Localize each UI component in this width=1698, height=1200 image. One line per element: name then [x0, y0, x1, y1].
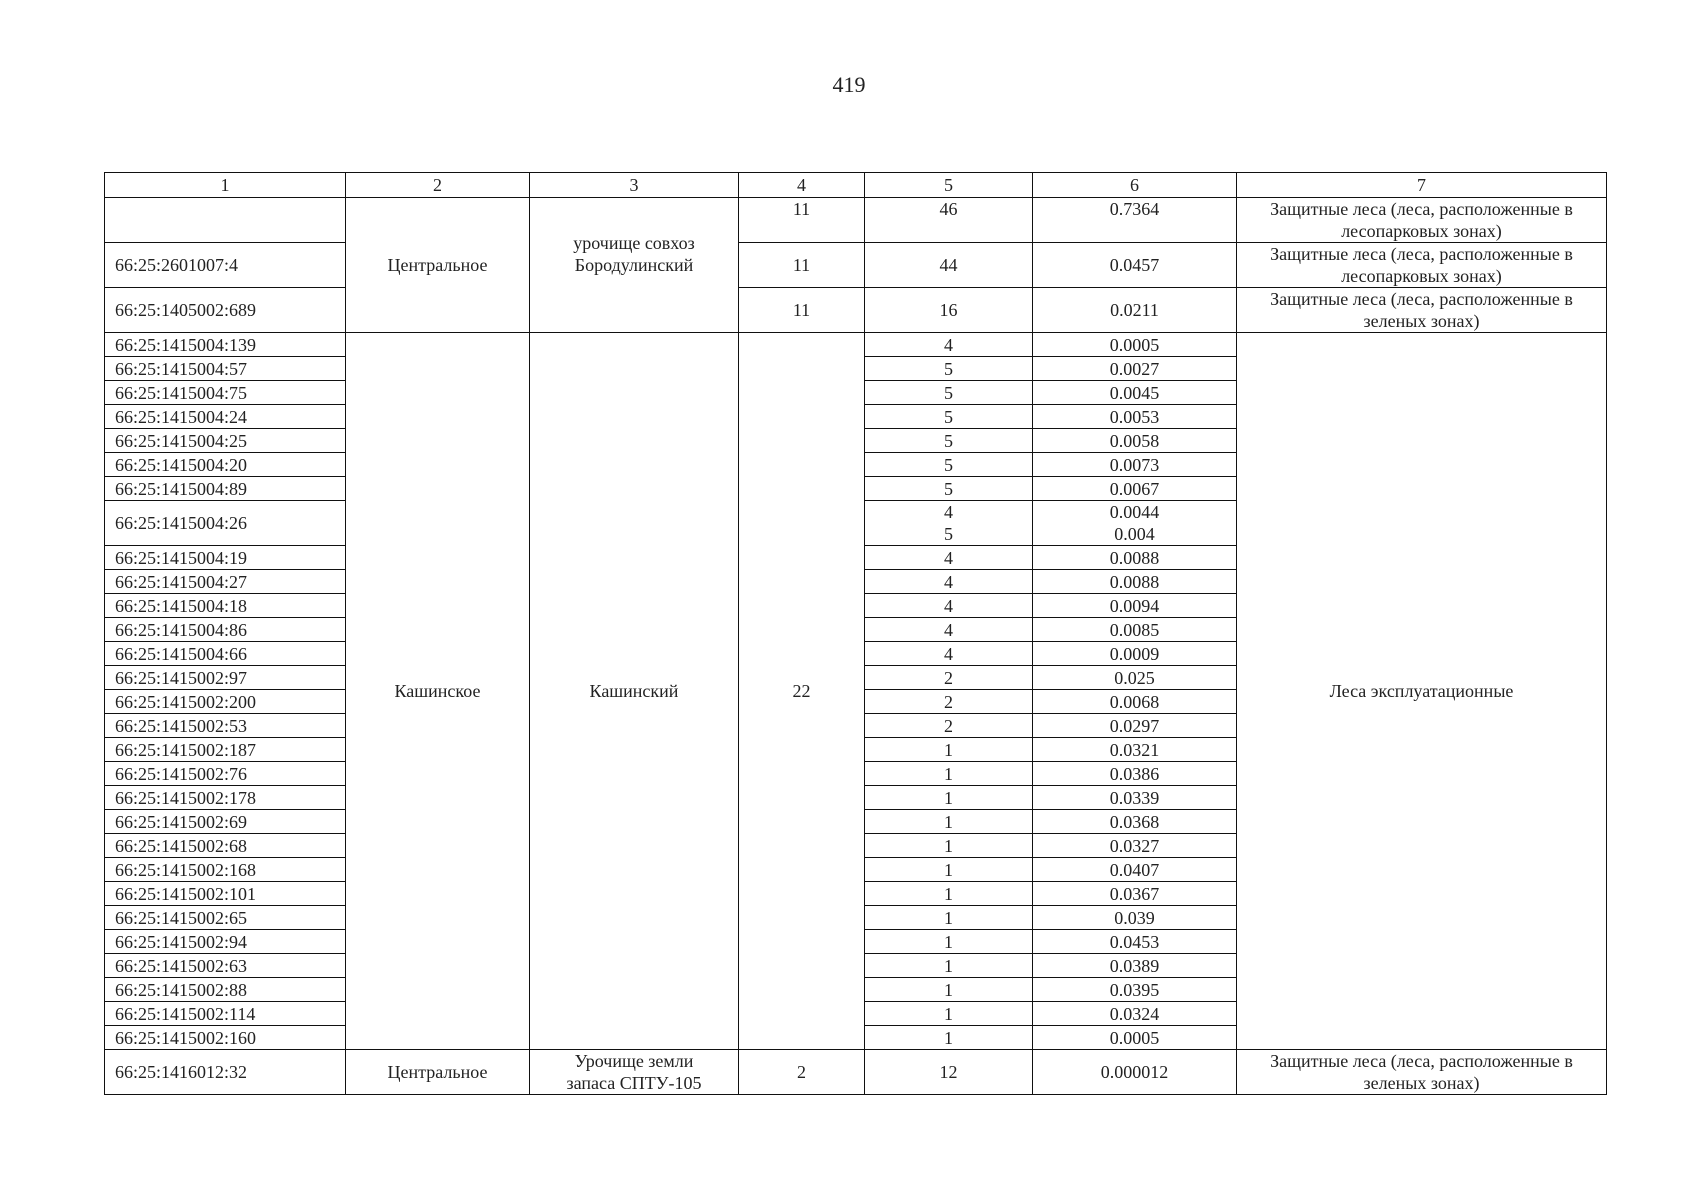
area-value	[1033, 786, 1237, 810]
section-number-text: 2	[944, 667, 953, 688]
area-value-text: 0.0058	[1109, 430, 1160, 451]
forestry-name-text: Кашинское	[394, 681, 481, 701]
parcel-number	[105, 738, 346, 762]
area-value	[1033, 570, 1237, 594]
parcel-number-text: 66:25:1415002:63	[115, 955, 248, 976]
area-value	[1033, 978, 1237, 1002]
table-row	[105, 333, 1607, 357]
section-number	[865, 906, 1033, 930]
tract-name-text: Кашинский	[589, 681, 679, 701]
area-value-text: 0.0368	[1109, 811, 1160, 832]
section-number	[865, 738, 1033, 762]
area-value-text: 0.0339	[1109, 787, 1160, 808]
area-value-text: 0.0005	[1109, 1027, 1160, 1048]
land-parcels-table	[104, 172, 1607, 1095]
parcel-number	[105, 546, 346, 570]
section-number	[865, 357, 1033, 381]
area-value	[1033, 858, 1237, 882]
parcel-number	[105, 1050, 346, 1095]
section-number-text: 1	[944, 763, 953, 784]
page-number: 419	[832, 72, 866, 97]
parcel-number-text: 66:25:1415004:27	[115, 571, 248, 592]
area-value-text: 0.039	[1114, 907, 1155, 928]
section-number-text: 4	[944, 547, 953, 568]
forestry-name: Центральное	[346, 198, 530, 333]
column-header: 3	[530, 173, 739, 198]
section-number	[865, 762, 1033, 786]
parcel-number-text: 66:25:1416012:32	[115, 1062, 248, 1082]
area-value-text: 0.0067	[1109, 478, 1160, 499]
area-value-text: 0.0389	[1109, 955, 1160, 976]
parcel-number	[105, 642, 346, 666]
parcel-number-text: 66:25:1415002:94	[115, 931, 248, 952]
parcel-number	[105, 381, 346, 405]
area-value-text: 0.0044 0.004	[1109, 502, 1160, 544]
area-value-text: 0.0068	[1109, 691, 1160, 712]
parcel-number	[105, 429, 346, 453]
area-value-text: 0.0297	[1109, 715, 1160, 736]
area-value	[1033, 477, 1237, 501]
section-number	[865, 594, 1033, 618]
parcel-number-text: 66:25:1415004:18	[115, 595, 248, 616]
parcel-number-text: 66:25:1415004:89	[115, 478, 248, 499]
section-number-text: 1	[944, 811, 953, 832]
section-number: 44	[865, 243, 1033, 288]
parcel-number	[105, 357, 346, 381]
area-value	[1033, 405, 1237, 429]
parcel-number-text: 66:25:1415004:26	[115, 513, 248, 533]
section-number	[865, 501, 1033, 546]
area-value	[1033, 1002, 1237, 1026]
header-row	[105, 173, 1607, 198]
area-value: 0.7364	[1033, 198, 1237, 243]
section-number-text: 1	[944, 955, 953, 976]
area-value-text: 0.0073	[1109, 454, 1160, 475]
section-number	[865, 1026, 1033, 1050]
area-value-text: 0.0088	[1109, 571, 1160, 592]
parcel-number	[105, 882, 346, 906]
parcel-number-text: 66:25:1415002:88	[115, 979, 248, 1000]
area-value	[1033, 906, 1237, 930]
tract-text: урочище совхоз Бородулинский	[573, 233, 695, 275]
column-header: 1	[105, 173, 346, 198]
forest-category	[1237, 333, 1607, 1050]
category-text: Защитные леса (леса, расположенные в лесопарковых зонах)	[1270, 244, 1573, 286]
parcel-number	[105, 570, 346, 594]
area-value-text: 0.0367	[1109, 883, 1160, 904]
quarter-number-text: 2	[797, 1062, 806, 1082]
section-number-text: 4 5	[944, 502, 953, 544]
quarter-number: 11	[739, 243, 865, 288]
section-number	[865, 405, 1033, 429]
area-value	[1033, 429, 1237, 453]
parcel-number-text: 66:25:1415002:101	[115, 883, 257, 904]
parcel-number: 66:25:2601007:4	[105, 243, 346, 288]
parcel-number-text: 66:25:1415002:114	[115, 1003, 256, 1024]
section-number	[865, 834, 1033, 858]
table-row	[105, 288, 1607, 333]
section-number-text: 1	[944, 979, 953, 1000]
section-number-text: 12	[939, 1062, 958, 1082]
section-number-text: 1	[944, 931, 953, 952]
forest-category-text: Защитные леса (леса, расположенные в зеленых зонах)	[1270, 1051, 1573, 1093]
parcel-number	[105, 405, 346, 429]
parcel-number	[105, 978, 346, 1002]
area-value-text: 0.0009	[1109, 643, 1160, 664]
section-number-text: 4	[944, 643, 953, 664]
section-number	[865, 666, 1033, 690]
section-number	[865, 714, 1033, 738]
column-header: 6	[1033, 173, 1237, 198]
parcel-number	[105, 690, 346, 714]
section-number: 46	[865, 198, 1033, 243]
parcel-number	[105, 1026, 346, 1050]
parcel-number-text: 66:25:1415004:66	[115, 643, 248, 664]
section-number-text: 1	[944, 739, 953, 760]
forest-category	[1237, 198, 1607, 243]
section-number	[865, 930, 1033, 954]
parcel-number	[105, 762, 346, 786]
area-value	[1033, 810, 1237, 834]
forestry-name	[346, 333, 530, 1050]
section-number-text: 5	[944, 454, 953, 475]
area-value-text: 0.0324	[1109, 1003, 1160, 1024]
section-number	[865, 333, 1033, 357]
section-number-text: 2	[944, 715, 953, 736]
parcel-number-text: 66:25:1415002:187	[115, 739, 257, 760]
section-number-text: 2	[944, 691, 953, 712]
table-row	[105, 198, 1607, 243]
section-number	[865, 1050, 1033, 1095]
column-header: 4	[739, 173, 865, 198]
area-value-text: 0.0395	[1109, 979, 1160, 1000]
quarter-number-text: 22	[792, 681, 811, 701]
parcel-number-text: 66:25:1415004:57	[115, 358, 248, 379]
section-number	[865, 810, 1033, 834]
parcel-number	[105, 333, 346, 357]
parcel-number	[105, 906, 346, 930]
section-number	[865, 453, 1033, 477]
parcel-number-text: 66:25:1415004:75	[115, 382, 248, 403]
parcel-number	[105, 618, 346, 642]
section-number-text: 1	[944, 1003, 953, 1024]
column-header: 7	[1237, 173, 1607, 198]
parcel-number-text: 66:25:1415002:65	[115, 907, 248, 928]
section-number	[865, 882, 1033, 906]
parcel-number-text: 66:25:1415002:97	[115, 667, 248, 688]
parcel-number	[105, 666, 346, 690]
parcel-number	[105, 786, 346, 810]
section-number-text: 1	[944, 907, 953, 928]
section-number-text: 4	[944, 571, 953, 592]
parcel-number	[105, 501, 346, 546]
area-value-text: 0.0386	[1109, 763, 1160, 784]
area-value	[1033, 690, 1237, 714]
area-value-text: 0.0053	[1109, 406, 1160, 427]
area-value	[1033, 954, 1237, 978]
area-value	[1033, 381, 1237, 405]
parcel-number	[105, 1002, 346, 1026]
area-value	[1033, 642, 1237, 666]
area-value	[1033, 594, 1237, 618]
section-number	[865, 429, 1033, 453]
parcel-number	[105, 453, 346, 477]
area-value: 0.0457	[1033, 243, 1237, 288]
section-number	[865, 546, 1033, 570]
parcel-number	[105, 930, 346, 954]
section-number	[865, 690, 1033, 714]
category-text: Защитные леса (леса, расположенные в лесопарковых зонах)	[1270, 199, 1573, 241]
area-value	[1033, 882, 1237, 906]
area-value-text: 0.000012	[1100, 1062, 1169, 1082]
area-value	[1033, 738, 1237, 762]
parcel-number: 66:25:1405002:689	[105, 288, 346, 333]
area-value	[1033, 501, 1237, 546]
column-header: 2	[346, 173, 530, 198]
parcel-number-text: 66:25:1415002:53	[115, 715, 248, 736]
parcel-number-text: 66:25:1415004:25	[115, 430, 248, 451]
area-value	[1033, 834, 1237, 858]
section-number-text: 5	[944, 382, 953, 403]
section-number-text: 1	[944, 835, 953, 856]
parcel-number	[105, 834, 346, 858]
parcel-number-text: 66:25:1415004:86	[115, 619, 248, 640]
forest-category	[1237, 288, 1607, 333]
section-number-text: 1	[944, 1027, 953, 1048]
area-value-text: 0.0088	[1109, 547, 1160, 568]
parcel-number-text: 66:25:1415002:200	[115, 691, 257, 712]
forestry-name-text: Центральное	[387, 1062, 488, 1082]
section-number	[865, 570, 1033, 594]
section-number-text: 4	[944, 619, 953, 640]
quarter-number: 11	[739, 288, 865, 333]
section-number-text: 1	[944, 787, 953, 808]
parcel-number	[105, 594, 346, 618]
section-number	[865, 786, 1033, 810]
area-value	[1033, 930, 1237, 954]
forestry-name	[346, 1050, 530, 1095]
table-row	[105, 243, 1607, 288]
parcel-number-text: 66:25:1415004:139	[115, 334, 257, 355]
area-value	[1033, 1050, 1237, 1095]
section-number-text: 4	[944, 334, 953, 355]
section-number	[865, 381, 1033, 405]
forest-category	[1237, 243, 1607, 288]
section-number	[865, 618, 1033, 642]
parcel-number-text: 66:25:1415002:69	[115, 811, 248, 832]
area-value-text: 0.0327	[1109, 835, 1160, 856]
section-number-text: 5	[944, 478, 953, 499]
category-text: Защитные леса (леса, расположенные в зеленых зонах)	[1270, 289, 1573, 331]
area-value	[1033, 714, 1237, 738]
parcel-number-text: 66:25:1415002:168	[115, 859, 257, 880]
quarter-number	[739, 1050, 865, 1095]
tract-name-text: Урочище земли запаса СПТУ-105	[566, 1051, 702, 1093]
table-row	[105, 1050, 1607, 1095]
section-number	[865, 978, 1033, 1002]
column-header: 5	[865, 173, 1033, 198]
section-number: 16	[865, 288, 1033, 333]
parcel-number	[105, 198, 346, 243]
section-number	[865, 954, 1033, 978]
area-value-text: 0.0005	[1109, 334, 1160, 355]
area-value	[1033, 546, 1237, 570]
area-value-text: 0.0027	[1109, 358, 1160, 379]
area-value	[1033, 762, 1237, 786]
area-value	[1033, 666, 1237, 690]
quarter-number	[739, 333, 865, 1050]
tract-name	[530, 1050, 739, 1095]
area-value-text: 0.0321	[1109, 739, 1160, 760]
area-value	[1033, 1026, 1237, 1050]
parcel-number	[105, 810, 346, 834]
forest-category	[1237, 1050, 1607, 1095]
section-number	[865, 642, 1033, 666]
section-number-text: 5	[944, 406, 953, 427]
parcel-number-text: 66:25:1415002:160	[115, 1027, 257, 1048]
forest-category-text: Леса эксплуатационные	[1329, 681, 1514, 701]
section-number-text: 5	[944, 358, 953, 379]
parcel-number	[105, 954, 346, 978]
section-number	[865, 1002, 1033, 1026]
area-value-text: 0.0407	[1109, 859, 1160, 880]
area-value-text: 0.0085	[1109, 619, 1160, 640]
section-number-text: 1	[944, 859, 953, 880]
area-value: 0.0211	[1033, 288, 1237, 333]
area-value	[1033, 333, 1237, 357]
parcel-number	[105, 858, 346, 882]
parcel-number	[105, 714, 346, 738]
parcel-number-text: 66:25:1415002:68	[115, 835, 248, 856]
parcel-number	[105, 477, 346, 501]
tract-name	[530, 198, 739, 333]
quarter-number: 11	[739, 198, 865, 243]
section-number-text: 1	[944, 883, 953, 904]
parcel-number-text: 66:25:1415002:76	[115, 763, 248, 784]
tract-name	[530, 333, 739, 1050]
section-number-text: 4	[944, 595, 953, 616]
area-value	[1033, 618, 1237, 642]
section-number	[865, 477, 1033, 501]
area-value	[1033, 357, 1237, 381]
parcel-number-text: 66:25:1415004:20	[115, 454, 248, 475]
area-value-text: 0.0453	[1109, 931, 1160, 952]
area-value-text: 0.025	[1114, 667, 1155, 688]
parcel-number-text: 66:25:1415004:19	[115, 547, 248, 568]
parcel-number-text: 66:25:1415002:178	[115, 787, 257, 808]
section-number	[865, 858, 1033, 882]
area-value-text: 0.0045	[1109, 382, 1160, 403]
area-value	[1033, 453, 1237, 477]
parcel-number-text: 66:25:1415004:24	[115, 406, 248, 427]
area-value-text: 0.0094	[1109, 595, 1160, 616]
section-number-text: 5	[944, 430, 953, 451]
